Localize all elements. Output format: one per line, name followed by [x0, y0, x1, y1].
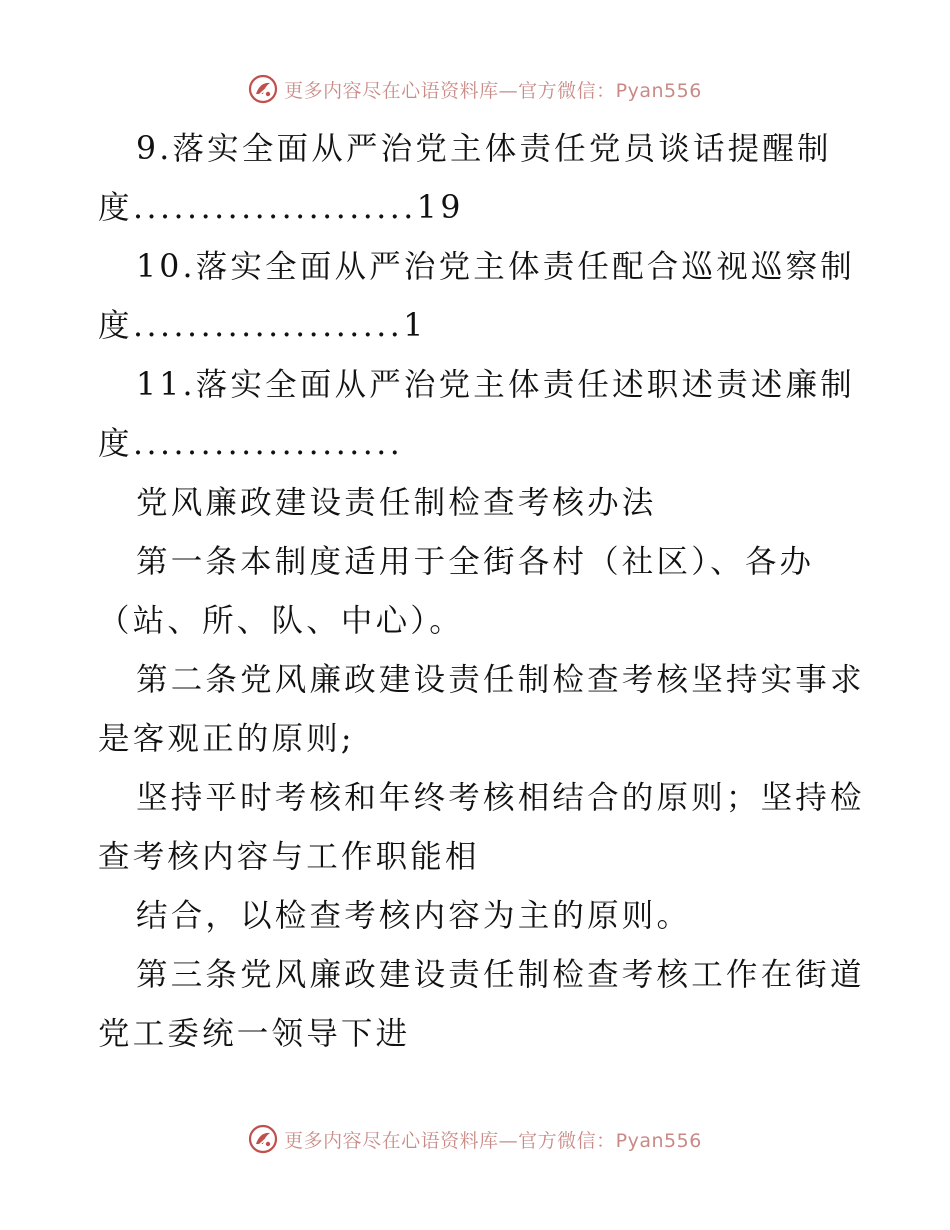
paragraph-line: 查考核内容与工作职能相 — [98, 839, 480, 875]
paragraph-line: 党工委统一领导下进 — [98, 1016, 411, 1052]
paragraph-line: 是客观正的原则; — [98, 721, 355, 757]
document-body — [98, 120, 865, 1064]
paragraph-line: 坚持平时考核和年终考核相结合的原则；坚持检 — [136, 780, 865, 816]
section-title: 党风廉政建设责任制检查考核办法 — [136, 485, 657, 521]
header-watermark — [0, 72, 950, 106]
toc-line: 10.落实全面从严治党主体责任配合巡视巡察制 — [136, 249, 855, 285]
paragraph-line: （站、所、队、中心）。 — [98, 603, 464, 639]
red-seal-icon — [248, 74, 278, 104]
toc-line: 度.................... — [98, 426, 404, 462]
red-seal-icon — [248, 1124, 278, 1154]
watermark-text: 更多内容尽在心语资料库—官方微信：Pyan556 — [284, 79, 702, 102]
watermark-text: 更多内容尽在心语资料库—官方微信：Pyan556 — [284, 1129, 702, 1152]
toc-line: 度.....................19 — [98, 190, 464, 226]
toc-line: 9.落实全面从严治党主体责任党员谈话提醒制 — [136, 131, 832, 167]
toc-line: 11.落实全面从严治党主体责任述职述责述廉制 — [136, 367, 855, 403]
paragraph-line: 第一条本制度适用于全街各村（社区）、各办 — [136, 544, 815, 580]
footer-watermark — [0, 1122, 950, 1156]
paragraph-line: 第三条党风廉政建设责任制检查考核工作在街道 — [136, 957, 865, 993]
paragraph-line: 结合，以检查考核内容为主的原则。 — [136, 898, 692, 934]
toc-line: 度....................1 — [98, 308, 427, 344]
paragraph-line: 第二条党风廉政建设责任制检查考核坚持实事求 — [136, 662, 865, 698]
